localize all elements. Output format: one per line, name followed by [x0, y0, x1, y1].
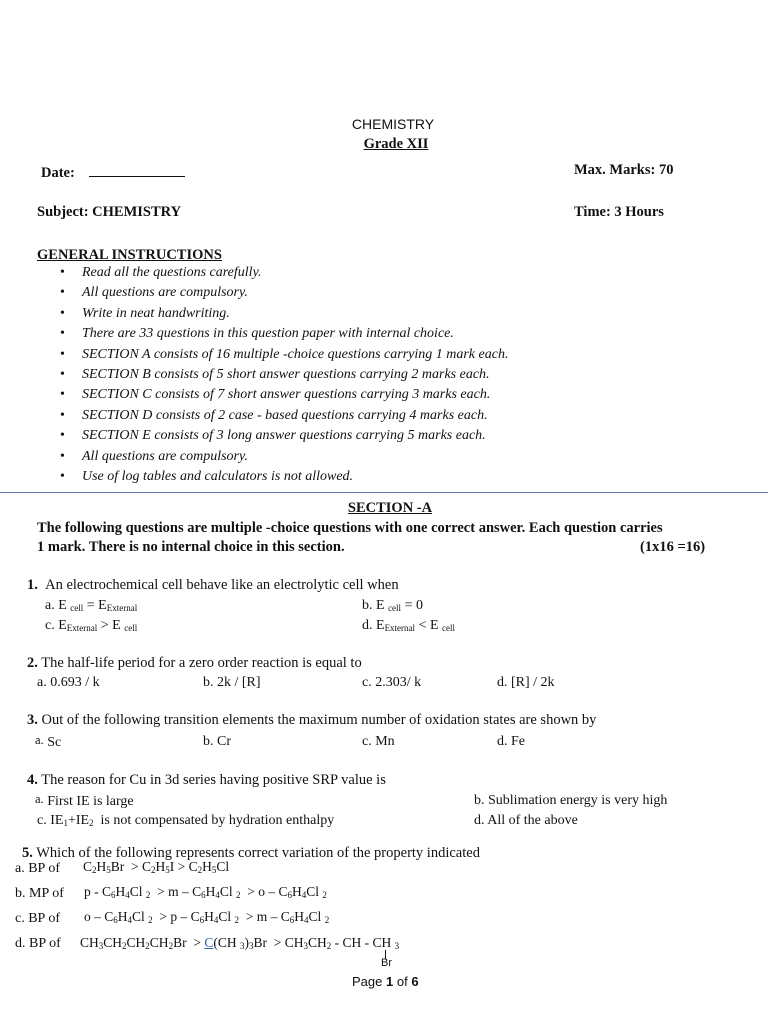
question-text: The reason for Cu in 3d series having positive SRP value is	[41, 772, 386, 788]
q4-option-b: b. Sublimation energy is very high	[474, 793, 668, 808]
question-number: 2.	[27, 655, 38, 671]
q3-option-d: d. Fe	[497, 734, 525, 749]
section-a-marks: (1x16 =16)	[640, 539, 706, 555]
max-marks: Max. Marks: 70	[574, 162, 674, 178]
q2-option-b: b. 2k / [R]	[203, 675, 261, 690]
instruction-item: • SECTION D consists of 2 case - based questions carrying 4 marks each.	[60, 406, 508, 426]
q5-option-d-formula: $CH_3CH_2CH_2CH_2Br > C(CH$ $_3)_3Br > CH_3CH_2$ - CH - CH $_3$	[80, 935, 400, 951]
instructions-list	[60, 263, 508, 487]
option-label: a.	[35, 733, 44, 747]
page-label: Page	[352, 974, 383, 989]
page-number: 1	[386, 974, 394, 989]
paper-subject-title: CHEMISTRY	[351, 116, 435, 132]
q3-option-b: b. Cr	[203, 734, 231, 749]
section-a-title: SECTION -A	[347, 500, 433, 516]
q5-option-c-formula: o – $C_6H_4Cl$ $_2 > p - C_6H_4Cl$ $_2 > m - C_6H_4Cl$ $_2$	[84, 909, 330, 925]
instruction-item: • All questions are compulsory.	[60, 447, 508, 467]
question-number: 1.	[27, 577, 38, 593]
section-divider	[0, 492, 768, 493]
subject-line: Subject: CHEMISTRY	[37, 204, 182, 220]
instruction-item: • SECTION C consists of 7 short answer questions carrying 3 marks each.	[60, 385, 508, 405]
q4-option-d: d. All of the above	[474, 813, 578, 828]
question-text: An electrochemical cell behave like an electrolytic cell when	[45, 577, 399, 593]
q1-option-b: b. E $_{cell}$ = 0	[362, 598, 423, 613]
q5-option-b-formula: p - $C_6H_4Cl$ $_2 > m - C_6H_4Cl$ $_2 > o - C_6H_4Cl$ $_2$	[84, 884, 327, 900]
question-text: Which of the following represents correct variation of the property indicated	[36, 845, 480, 861]
option-label: c.	[37, 813, 47, 828]
q1-option-d: d. $E_{External} < E$ $_{cell}$	[362, 618, 456, 633]
q1-option-c: c. $E_{External} > E$ $_{cell}$	[45, 618, 138, 633]
instruction-item: • SECTION E consists of 3 long answer questions carrying 5 marks each.	[60, 426, 508, 446]
q2-option-a: a. 0.693 / k	[37, 675, 100, 690]
section-a-intro-line1: The following questions are multiple -choice questions with one correct answer. Each question carries	[37, 520, 663, 536]
time-line: Time: 3 Hours	[574, 204, 664, 220]
q4-option-c: c. $IE_1+IE_2$ is not compensated by hydration enthalpy	[37, 813, 335, 828]
q4-option-a	[35, 792, 134, 810]
instruction-item: • Read all the questions carefully.	[60, 263, 508, 283]
q2-option-c: c. 2.303/ k	[362, 675, 422, 690]
q3-option-c: c. Mn	[362, 734, 395, 749]
question-number: 4.	[27, 772, 38, 788]
question-number: 5.	[22, 845, 33, 861]
page-of: of	[396, 974, 408, 989]
option-text: is not compensated by hydration enthalpy	[100, 813, 335, 828]
date-blank-line	[89, 162, 185, 177]
q5-option-d-label: d. BP of	[15, 936, 61, 951]
question-4	[27, 772, 386, 789]
q5-option-a-label: a. BP of	[15, 861, 60, 876]
q5-option-c-label: c. BP of	[15, 911, 60, 926]
instruction-item: • Write in neat handwriting.	[60, 304, 508, 324]
section-a-intro-line2: 1 mark. There is no internal choice in this section.	[37, 539, 345, 555]
grade-heading: Grade XII	[363, 136, 429, 152]
q1-option-a: a. E $_{cell} = E_{External}$	[45, 598, 138, 613]
question-2	[27, 655, 362, 672]
instruction-item: • All questions are compulsory.	[60, 283, 508, 303]
page-total: 6	[411, 974, 419, 989]
option-text: First IE is large	[47, 794, 134, 809]
question-text: The half-life period for a zero order reaction is equal to	[41, 655, 362, 671]
branch-substituent: Br	[381, 957, 392, 969]
instruction-item: • SECTION A consists of 16 multiple -choice questions carrying 1 mark each.	[60, 345, 508, 365]
instruction-item: • SECTION B consists of 5 short answer questions carrying 2 marks each.	[60, 365, 508, 385]
question-text: Out of the following transition elements the maximum number of oxidation states are shown by	[41, 712, 597, 728]
page-footer	[352, 974, 419, 989]
question-number: 3.	[27, 712, 38, 728]
instructions-heading: GENERAL INSTRUCTIONS	[37, 247, 222, 263]
q2-option-d: d. [R] / 2k	[497, 675, 555, 690]
instruction-item: • Use of log tables and calculators is not allowed.	[60, 467, 508, 487]
question-1	[27, 577, 399, 594]
q3-option-a	[35, 733, 61, 751]
option-label: a.	[35, 792, 44, 806]
option-text: Sc	[47, 735, 62, 750]
instruction-item: • There are 33 questions in this question paper with internal choice.	[60, 324, 508, 344]
date-label: Date:	[41, 165, 75, 181]
date-field	[41, 162, 185, 182]
q5-option-b-label: b. MP of	[15, 886, 64, 901]
question-3	[27, 712, 596, 729]
q5-option-a-formula: $C_2H_5Br > C_2H_5I > C_2H_5Cl$	[83, 859, 230, 875]
